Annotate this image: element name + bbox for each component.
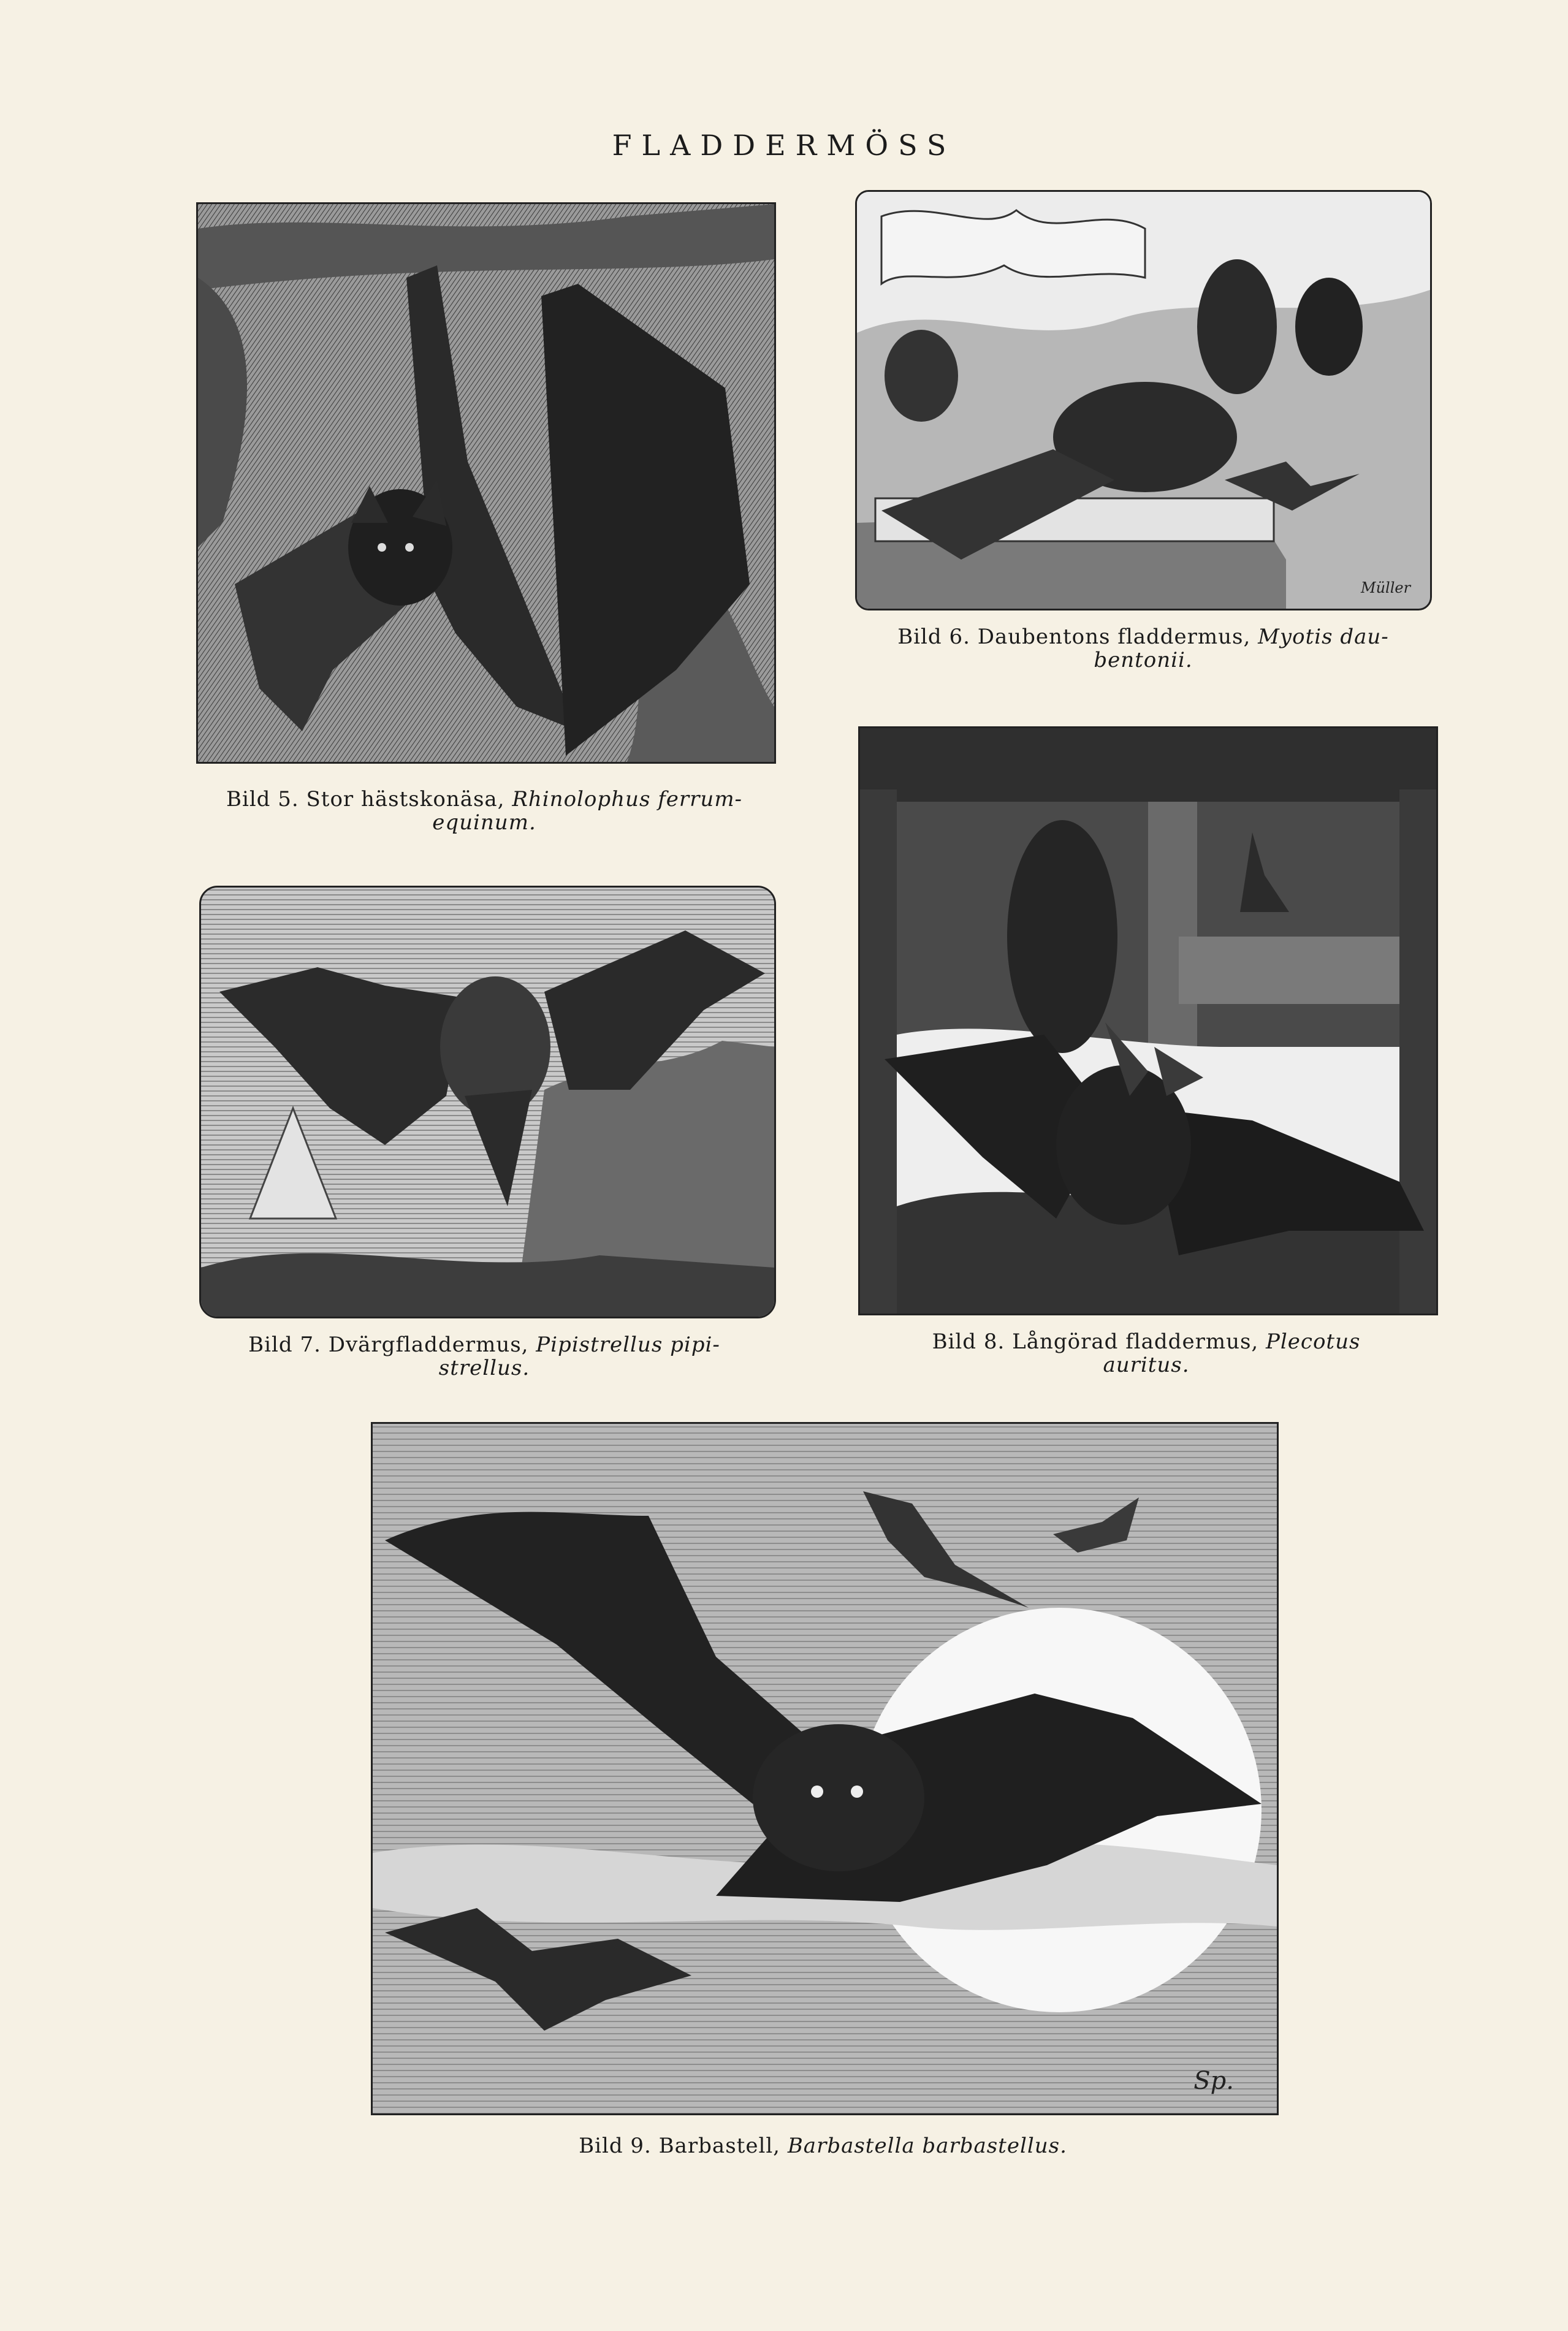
figure-6-species: Myotis dau- — [1258, 625, 1389, 649]
figure-9-caption — [368, 2134, 1278, 2158]
figure-7-species-cont: strellus. — [438, 1356, 530, 1380]
figure-7-caption — [184, 1333, 785, 1380]
figure-5-label: Bild 5. Stor hästskonäsa, — [226, 787, 505, 812]
figure-8-caption — [849, 1330, 1444, 1377]
figure-7-species: Pipistrellus pipi- — [536, 1333, 720, 1357]
figure-9-label: Bild 9. Barbastell, — [579, 2134, 780, 2158]
figure-8-species-cont: auritus. — [1103, 1353, 1190, 1377]
figure-6-label: Bild 6. Daubentons fladdermus, — [897, 625, 1251, 649]
figure-9-species: Barbastella barbastellus. — [787, 2134, 1067, 2158]
figure-5-caption — [184, 788, 785, 834]
figure-8-label: Bild 8. Långörad fladdermus, — [932, 1329, 1259, 1354]
figure-6-caption — [849, 625, 1437, 672]
figure-5-species: Rhinolophus ferrum- — [512, 787, 743, 812]
figure-6-species-cont: bentonii. — [1094, 648, 1193, 672]
figure-9-illustration — [371, 1422, 1279, 2115]
page-title: FLADDERMÖSS — [612, 129, 956, 162]
figure-6-signature: Müller — [1361, 579, 1411, 596]
figure-8-illustration — [858, 726, 1438, 1315]
figure-7-label: Bild 7. Dvärgfladdermus, — [248, 1333, 529, 1357]
figure-9-signature: Sp. — [1193, 2067, 1234, 2095]
figure-6-illustration — [855, 190, 1432, 610]
figure-5-illustration — [196, 202, 776, 764]
figure-5-species-cont: equinum. — [432, 810, 536, 835]
figure-8-species: Plecotus — [1266, 1329, 1361, 1354]
figure-7-illustration — [199, 886, 776, 1318]
